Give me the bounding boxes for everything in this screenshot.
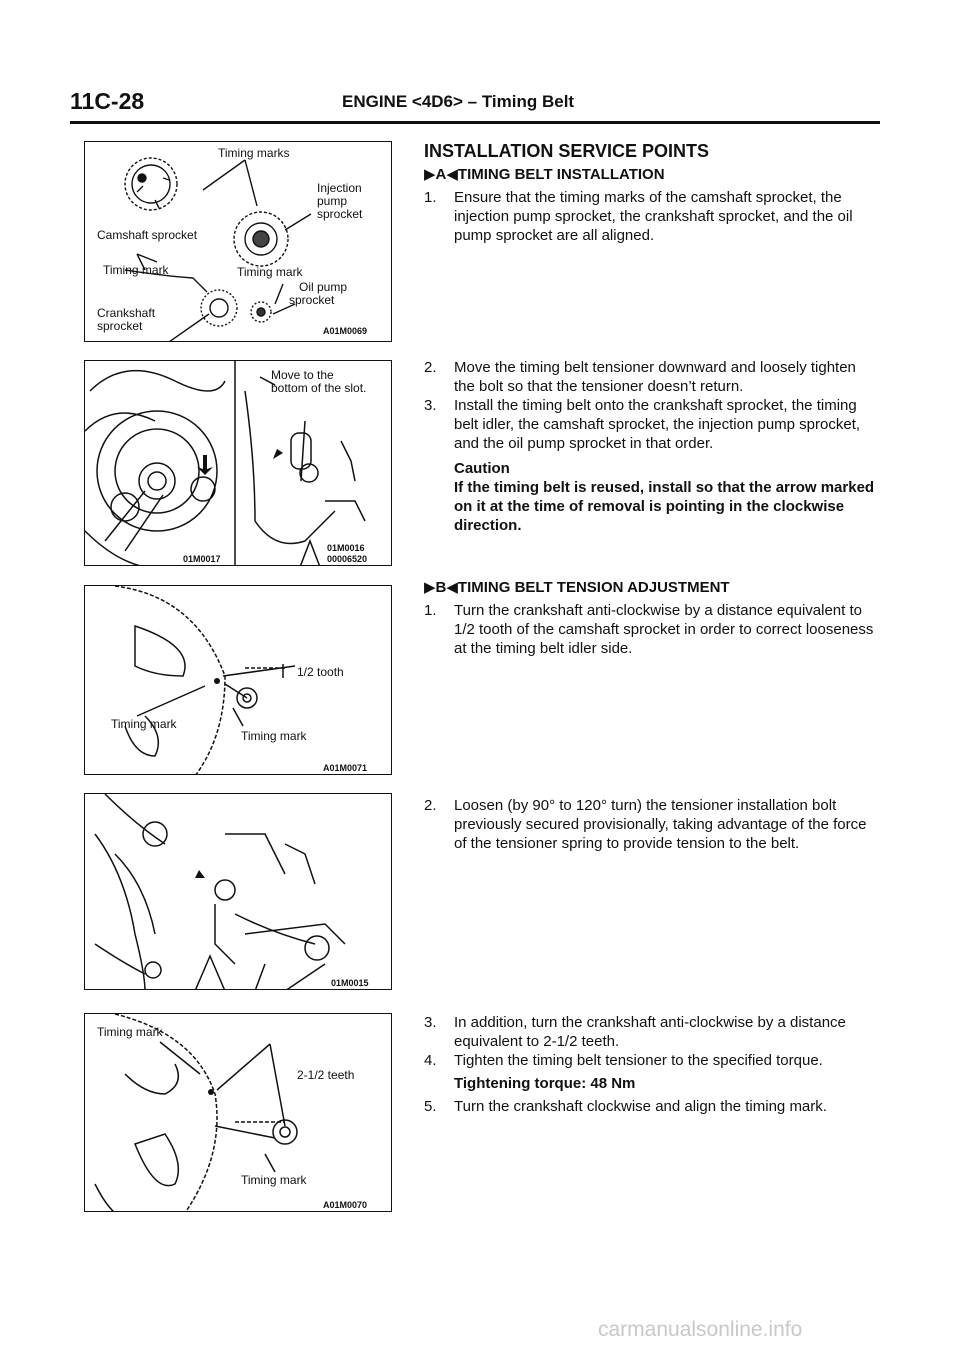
step-b1 [424,601,880,658]
step-text: Tighten the timing belt tensioner to the specified torque. [454,1052,823,1069]
step-text: In addition, turn the crankshaft anti-clockwise by a distance equivalent to 2-1/2 teeth. [454,1014,846,1050]
figure-code-right-1: 01M0016 [327,543,365,553]
figure-code: A01M0069 [323,326,368,336]
step-text: Ensure that the timing marks of the camshaft sprocket, the injection pump sprocket, the crankshaft sprocket, and the oil pump sprocket are all aligned. [454,189,853,244]
step-number: 5. [424,1098,437,1115]
step-number: 2. [424,797,437,814]
section-a-steps [424,358,880,535]
timing-mark-left-label: Timing mark [103,263,169,277]
figure-code: 01M0015 [331,978,369,988]
step-number: 1. [424,189,437,206]
caution-text: If the timing belt is reused, install so that the arrow marked on it at the time of removal is pointing in the clockwise direction. [454,479,875,534]
figure-code-right-2: 00006520 [327,554,368,564]
step-a2 [424,358,880,396]
marker-b: ▶B◀ [424,579,458,596]
subsection-a-heading [424,165,880,184]
step-number: 4. [424,1052,437,1069]
move-to-label-2: bottom of the slot. [271,381,367,395]
step-b5 [424,1097,880,1116]
step-b2-block [424,796,880,853]
timing-marks-label: Timing marks [218,146,290,160]
step-number: 2. [424,359,437,376]
step-b3 [424,1013,880,1051]
header-rule [70,121,880,124]
half-tooth-diagram [85,586,392,775]
step-b2 [424,796,880,853]
figure-code: A01M0071 [323,763,368,773]
tensioner-bolt-diagram [85,794,392,990]
figure-sprocket-timing-marks [84,141,392,342]
oil-pump-label-1: Oil pump [299,280,348,294]
page-number: 11C-28 [70,88,145,114]
half-tooth-label: 1/2 tooth [297,665,344,679]
page-title: ENGINE <4D6> – Timing Belt [342,92,575,111]
timing-mark-left-label: Timing mark [111,717,177,731]
figure-half-tooth [84,585,392,775]
timing-mark-bottom-label: Timing mark [241,1173,307,1187]
timing-mark-right-label: Timing mark [241,729,307,743]
step-a1 [424,188,880,245]
step-text: Move the timing belt tensioner downward and loosely tighten the bolt so that the tensioner doesn’t return. [454,359,856,395]
step-b3-block [424,1013,880,1116]
crankshaft-label-1: Crankshaft [97,306,156,320]
subsection-b-title: TIMING BELT TENSION ADJUSTMENT [457,579,730,596]
figure-tensioner-bolt [84,793,392,990]
camshaft-sprocket-label: Camshaft sprocket [97,228,198,242]
marker-a: ▶A◀ [424,166,458,183]
teeth-label: 2-1/2 teeth [297,1068,355,1082]
step-number: 3. [424,397,437,414]
watermark: carmanualsonline.info [598,1318,803,1341]
step-text: Turn the crankshaft anti-clockwise by a distance equivalent to 1/2 tooth of the camshaft sprocket in order to correct looseness at the timing belt idler side. [454,602,874,657]
injection-label-1: Injection [317,181,362,195]
figure-two-half-teeth [84,1013,392,1212]
section-title: INSTALLATION SERVICE POINTS [424,141,710,161]
step-text: Install the timing belt onto the crankshaft sprocket, the timing belt idler, the camshaft sprocket, the injection pump sprocket, and the oil pump sprocket in that order. [454,397,861,452]
figure-tensioner-slot [84,360,392,566]
step-text: Loosen (by 90° to 120° turn) the tensioner installation bolt previously secured provisionally, taking advantage of the force of the tensioner spring to provide tension to the belt. [454,797,867,852]
timing-mark-right-label: Timing mark [237,265,303,279]
subsection-b-heading [424,578,880,597]
caution-label: Caution [454,460,510,477]
injection-label-2: pump [317,194,348,208]
step-number: 3. [424,1014,437,1031]
move-to-label-1: Move to the [271,368,334,382]
tightening-torque: Tightening torque: 48 Nm [454,1075,636,1092]
figure-code: A01M0070 [323,1200,368,1210]
two-half-teeth-diagram [85,1014,392,1212]
section-b [424,578,880,658]
step-number: 1. [424,602,437,619]
subsection-a-title: TIMING BELT INSTALLATION [457,166,665,183]
step-b4 [424,1051,880,1070]
timing-mark-top-label: Timing mark [97,1025,163,1039]
oil-pump-label-2: sprocket [289,293,335,307]
section-installation [424,142,880,245]
crankshaft-label-2: sprocket [97,319,143,333]
step-a3 [424,396,880,453]
injection-label-3: sprocket [317,207,363,221]
step-text: Turn the crankshaft clockwise and align the timing mark. [454,1098,827,1115]
figure-code-left: 01M0017 [183,554,221,564]
